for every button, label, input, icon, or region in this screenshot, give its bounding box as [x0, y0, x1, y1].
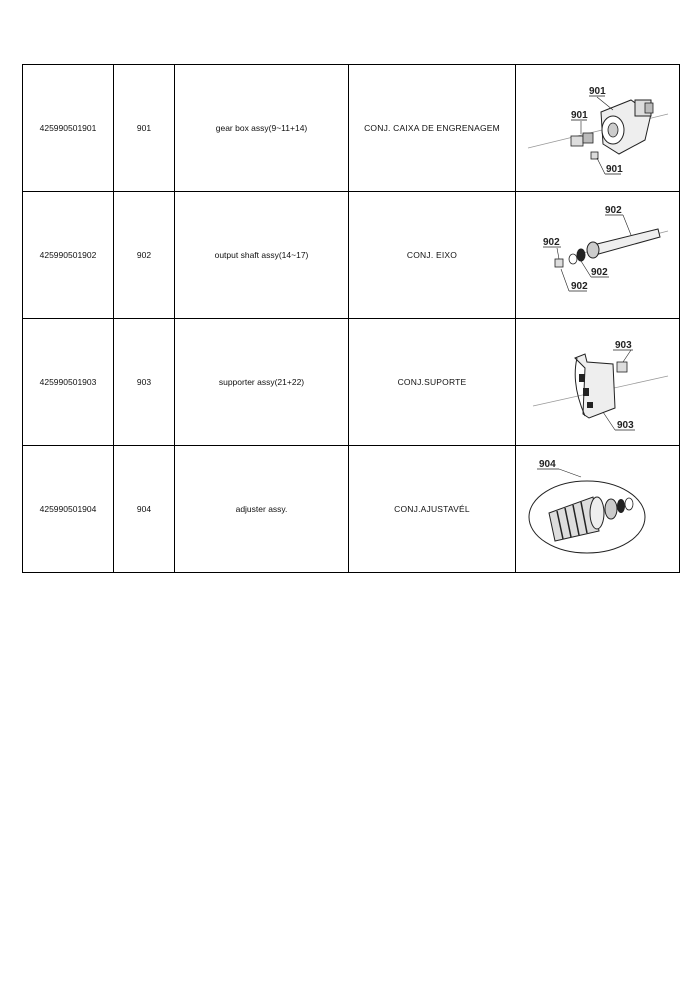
part-description-en: supporter assy(21+22)	[175, 319, 349, 446]
callout-label: 901	[605, 164, 623, 175]
part-description-en: output shaft assy(14~17)	[175, 192, 349, 319]
callout-label: 901	[588, 86, 606, 97]
table-row	[23, 65, 680, 192]
part-number: 903	[114, 319, 175, 446]
part-description-pt: CONJ.AJUSTAVÉL	[349, 446, 516, 573]
parts-table	[22, 64, 680, 573]
callout-label: 902	[570, 281, 588, 292]
part-illustration-cell	[516, 319, 680, 446]
part-description-pt: CONJ. CAIXA DE ENGRENAGEM	[349, 65, 516, 192]
callout-label: 903	[614, 340, 632, 351]
part-number: 904	[114, 446, 175, 573]
callout-label: 901	[570, 110, 588, 121]
part-description-pt: CONJ. EIXO	[349, 192, 516, 319]
callout-label: 903	[616, 420, 634, 431]
output-shaft-illustration	[523, 197, 673, 313]
table-row	[23, 446, 680, 573]
adjuster-illustration	[523, 451, 673, 567]
part-code: 425990501904	[23, 446, 114, 573]
gear-box-illustration	[523, 70, 673, 186]
part-illustration-cell	[516, 192, 680, 319]
callout-label: 902	[590, 267, 608, 278]
supporter-illustration	[523, 324, 673, 440]
part-code: 425990501901	[23, 65, 114, 192]
callout-label: 902	[604, 205, 622, 216]
callout-label: 904	[538, 459, 556, 470]
part-number: 901	[114, 65, 175, 192]
part-code: 425990501903	[23, 319, 114, 446]
part-description-en: gear box assy(9~11+14)	[175, 65, 349, 192]
part-description-pt: CONJ.SUPORTE	[349, 319, 516, 446]
part-illustration-cell	[516, 446, 680, 573]
part-number: 902	[114, 192, 175, 319]
part-description-en: adjuster assy.	[175, 446, 349, 573]
table-row	[23, 319, 680, 446]
callout-label: 902	[542, 237, 560, 248]
part-code: 425990501902	[23, 192, 114, 319]
table-row	[23, 192, 680, 319]
part-illustration-cell	[516, 65, 680, 192]
